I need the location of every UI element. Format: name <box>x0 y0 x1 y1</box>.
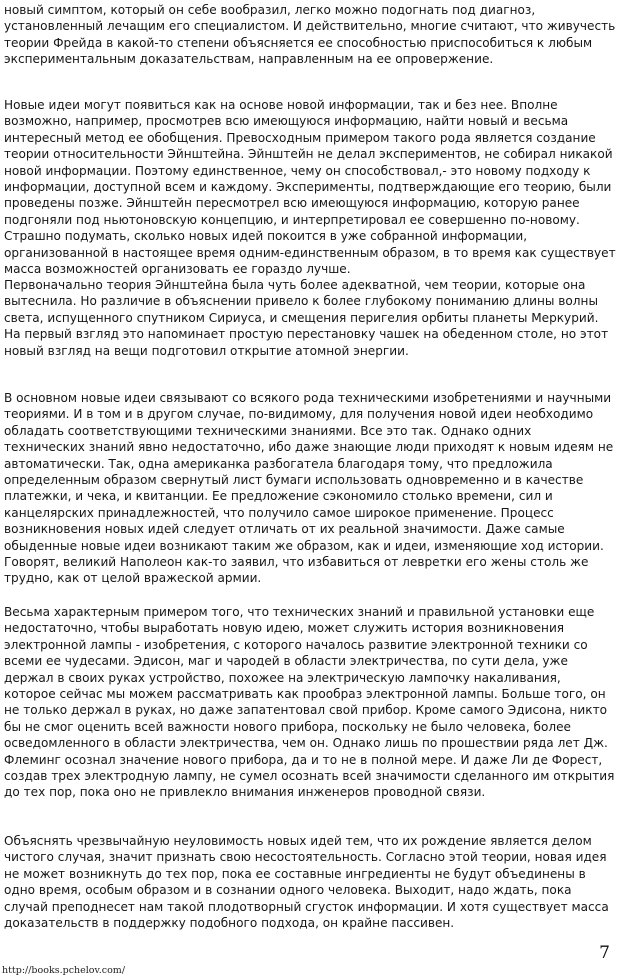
page-number: 7 <box>599 943 610 963</box>
paragraph-3: Первоначально теория Эйнштейна была чуть более адекватной, чем теории, которые она вытеснила. Но различие в объяснении привело к более глубокому пониманию длины волны света, испущенного спутником Сириуса, и смещения перигелия орбиты планеты Меркурий. На первый взгляд это напоминает простую перестановку чашек на обеденном столе, но этот новый взгляд на вещи подготовил открытие атомной энергии. <box>4 278 609 358</box>
paragraph-5: Весьма характерным примером того, что технических знаний и правильной установки еще недостаточно, чтобы выработать новую идею, может служить история возникновения электронной лампы - изобретения, с которого началось развитие электронной техники со всеми ее чудесами. Эдисон, маг и чародей в области электричества, по сути дела, уже держал в своих руках устройство, похожее на электрическую лампочку накаливания, которое сейчас мы можем рассматривать как прообраз электронной лампы. Больше того, он не только держал в руках, но даже запатентовал свой прибор. Кроме самого Эдисона, никто бы не смог оценить всей важности нового прибора, поскольку не было человека, более осведомленного в области электричества, чем он. Однако лишь по прошествии ряда лет Дж. Флеминг осознал значение нового прибора, да и то не в полной мере. И даже Ли де Форест, создав трех электродную лампу, не сумел осознать всей значимости сделанного им открытия до тех пор, пока оно не привлекло внимания инженеров проводной связи. <box>4 605 615 800</box>
paragraph-2: Новые идеи могут появиться как на основе новой информации, так и без нее. Вполне возможно, например, просмотрев всю имеющуюся информацию, найти новый и весьма интересный метод ее обобщения. Превосходным примером такого рода является создание теории относительности Эйнштейна. Эйнштейн не делал экспериментов, не собирал никакой новой информации. Поэтому единственное, чему он способствовал,- это новому подходу к информации, доступной всем и каждому. Эксперименты, подтверждающие его теорию, были проведены позже. Эйнштейн пересмотрел всю имеющуюся информацию, которую ранее подгоняли под ньютоновскую концепцию, и интерпретировал ее совершенно по-новому. Страшно подумать, сколько новых идей покоится в уже собранной информации, организованной в настоящее время одним-единственным образом, в то время как существует масса возможностей организовать ее гораздо лучше. <box>4 98 616 277</box>
footer-url[interactable]: http://books.pchelov.com/ <box>2 965 126 976</box>
paragraph-1: новый симптом, который он себе вообразил, легко можно подогнать под диагноз, установленный лечащим его специалистом. И действительно, многие считают, что живучесть теории Фрейда в какой-то степени объясняется ее способностью приспособиться к любым экспериментальным доказательствам, направленным на ее опровержение. <box>4 3 616 67</box>
paragraph-6: Объяснять чрезвычайную неуловимость новых идей тем, что их рождение является делом чистого случая, значит признать свою несостоятельность. Согласно этой теории, новая идея не может возникнуть до тех пор, пока ее составные ингредиенты не будут объединены в одно время, особым образом и в сознании одного человека. Выходит, надо ждать, пока случай преподнесет нам такой плодотворный сгусток информации. И хотя существует масса доказательств в поддержку подобного подхода, он крайне пассивен. <box>4 834 609 931</box>
paragraph-4: В основном новые идеи связывают со всякого рода техническими изобретениями и научными теориями. И в том и в другом случае, по-видимому, для получения новой идеи необходимо обладать соответствующими техническими знаниями. Все это так. Однако одних технических знаний явно недостаточно, ибо даже знающие люди приходят к новым идеям не автоматически. Так, одна американка разбогатела благодаря тому, что предложила определенным образом свернутый лист бумаги использовать одновременно и в качестве платежки, и чека, и квитанции. Ее предложение сэкономило столько времени, сил и канцелярских принадлежностей, что получило самое широкое применение. Процесс возникновения новых идей следует отличать от их реальной значимости. Даже самые обыденные новые идеи возникают таким же образом, как и идеи, изменяющие ход истории. Говорят, великий Наполеон как-то заявил, что избавиться от левретки его жены столь же трудно, как от целой вражеской армии. <box>4 391 614 586</box>
